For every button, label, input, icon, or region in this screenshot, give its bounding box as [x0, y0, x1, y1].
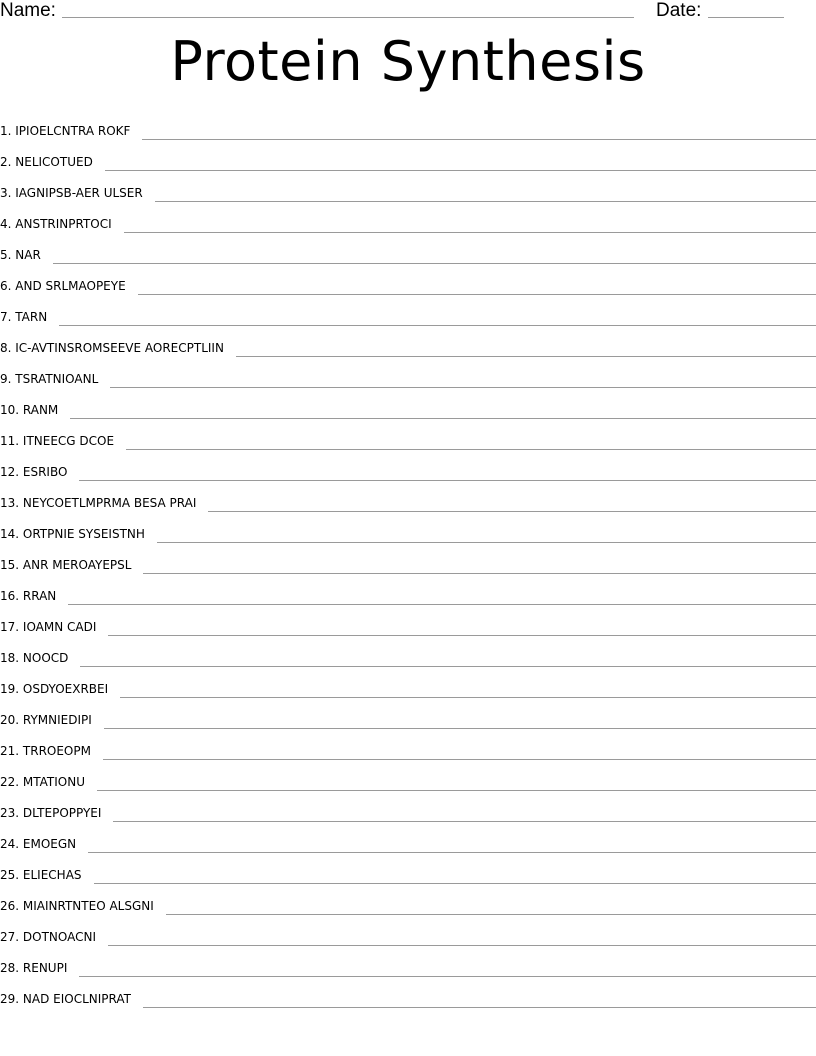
answer-line[interactable]: [103, 759, 816, 760]
scrambled-word: 28. RENUPI: [0, 961, 68, 975]
answer-line[interactable]: [143, 573, 816, 574]
list-item: [0, 390, 816, 421]
date-label: Date:: [656, 0, 702, 21]
list-item: [0, 173, 816, 204]
list-item: [0, 855, 816, 886]
answer-line[interactable]: [126, 449, 816, 450]
scrambled-word: 10. RANM: [0, 403, 59, 417]
scrambled-word: 22. MTATIONU: [0, 775, 86, 789]
list-item: [0, 235, 816, 266]
scrambled-word: 2. NELICOTUED: [0, 155, 93, 169]
scrambled-word: 6. AND SRLMAOPEYE: [0, 279, 126, 293]
scrambled-word: 17. IOAMN CADI: [0, 620, 97, 634]
answer-line[interactable]: [124, 232, 816, 233]
list-item: [0, 793, 816, 824]
answer-line[interactable]: [110, 387, 816, 388]
date-field-line[interactable]: [708, 17, 784, 18]
list-item: [0, 266, 816, 297]
list-item: [0, 979, 816, 1010]
answer-line[interactable]: [88, 852, 816, 853]
answer-line[interactable]: [104, 728, 816, 729]
name-field-line[interactable]: [62, 17, 634, 18]
list-item: [0, 204, 816, 235]
answer-line[interactable]: [105, 170, 816, 171]
answer-line[interactable]: [113, 821, 816, 822]
answer-line[interactable]: [157, 542, 816, 543]
list-item: [0, 886, 816, 917]
scrambled-word: 27. DOTNOACNI: [0, 930, 97, 944]
scrambled-word: 14. ORTPNIE SYSEISTNH: [0, 527, 145, 541]
page-title: Protein Synthesis: [170, 30, 646, 93]
answer-line[interactable]: [108, 945, 816, 946]
answer-line[interactable]: [120, 697, 816, 698]
scrambled-word: 5. NAR: [0, 248, 41, 262]
header: [0, 0, 816, 24]
list-item: [0, 328, 816, 359]
answer-line[interactable]: [155, 201, 816, 202]
scrambled-word: 13. NEYCOETLMPRMA BESA PRAI: [0, 496, 197, 510]
scrambled-word: 11. ITNEECG DCOE: [0, 434, 115, 448]
list-item: [0, 762, 816, 793]
scrambled-word: 24. EMOEGN: [0, 837, 77, 851]
answer-line[interactable]: [59, 325, 816, 326]
list-item: [0, 607, 816, 638]
scrambled-word: 9. TSRATNIOANL: [0, 372, 99, 386]
answer-line[interactable]: [80, 666, 816, 667]
answer-line[interactable]: [138, 294, 816, 295]
answer-line[interactable]: [94, 883, 816, 884]
answer-line[interactable]: [79, 480, 816, 481]
answer-line[interactable]: [53, 263, 816, 264]
name-label: Name:: [0, 0, 56, 21]
list-item: [0, 297, 816, 328]
scrambled-word: 15. ANR MEROAYEPSL: [0, 558, 132, 572]
scrambled-word: 19. OSDYOEXRBEI: [0, 682, 109, 696]
scrambled-word: 26. MIAINRTNTEO ALSGNI: [0, 899, 154, 913]
answer-line[interactable]: [142, 139, 816, 140]
list-item: [0, 638, 816, 669]
scrambled-word: 8. IC-AVTINSROMSEEVE AORECPTLIIN: [0, 341, 224, 355]
list-item: [0, 669, 816, 700]
answer-line[interactable]: [108, 635, 816, 636]
list-item: [0, 948, 816, 979]
list-item: [0, 111, 816, 142]
list-item: [0, 700, 816, 731]
answer-line[interactable]: [70, 418, 816, 419]
answer-line[interactable]: [208, 511, 816, 512]
word-scramble-list: [0, 111, 816, 1010]
list-item: [0, 576, 816, 607]
scrambled-word: 20. RYMNIEDIPI: [0, 713, 92, 727]
scrambled-word: 4. ANSTRINPRTOCI: [0, 217, 112, 231]
scrambled-word: 12. ESRIBO: [0, 465, 68, 479]
list-item: [0, 514, 816, 545]
answer-line[interactable]: [143, 1007, 816, 1008]
answer-line[interactable]: [68, 604, 816, 605]
answer-line[interactable]: [236, 356, 816, 357]
answer-line[interactable]: [97, 790, 816, 791]
list-item: [0, 545, 816, 576]
scrambled-word: 25. ELIECHAS: [0, 868, 82, 882]
scrambled-word: 3. IAGNIPSB-AER ULSER: [0, 186, 143, 200]
scrambled-word: 1. IPIOELCNTRA ROKF: [0, 124, 131, 138]
list-item: [0, 359, 816, 390]
scrambled-word: 7. TARN: [0, 310, 48, 324]
list-item: [0, 824, 816, 855]
list-item: [0, 421, 816, 452]
list-item: [0, 731, 816, 762]
answer-line[interactable]: [166, 914, 816, 915]
scrambled-word: 29. NAD EIOCLNIPRAT: [0, 992, 131, 1006]
list-item: [0, 917, 816, 948]
list-item: [0, 452, 816, 483]
scrambled-word: 23. DLTEPOPPYEI: [0, 806, 102, 820]
scrambled-word: 21. TRROEOPM: [0, 744, 91, 758]
answer-line[interactable]: [79, 976, 816, 977]
scrambled-word: 18. NOOCD: [0, 651, 69, 665]
list-item: [0, 483, 816, 514]
scrambled-word: 16. RRAN: [0, 589, 57, 603]
list-item: [0, 142, 816, 173]
